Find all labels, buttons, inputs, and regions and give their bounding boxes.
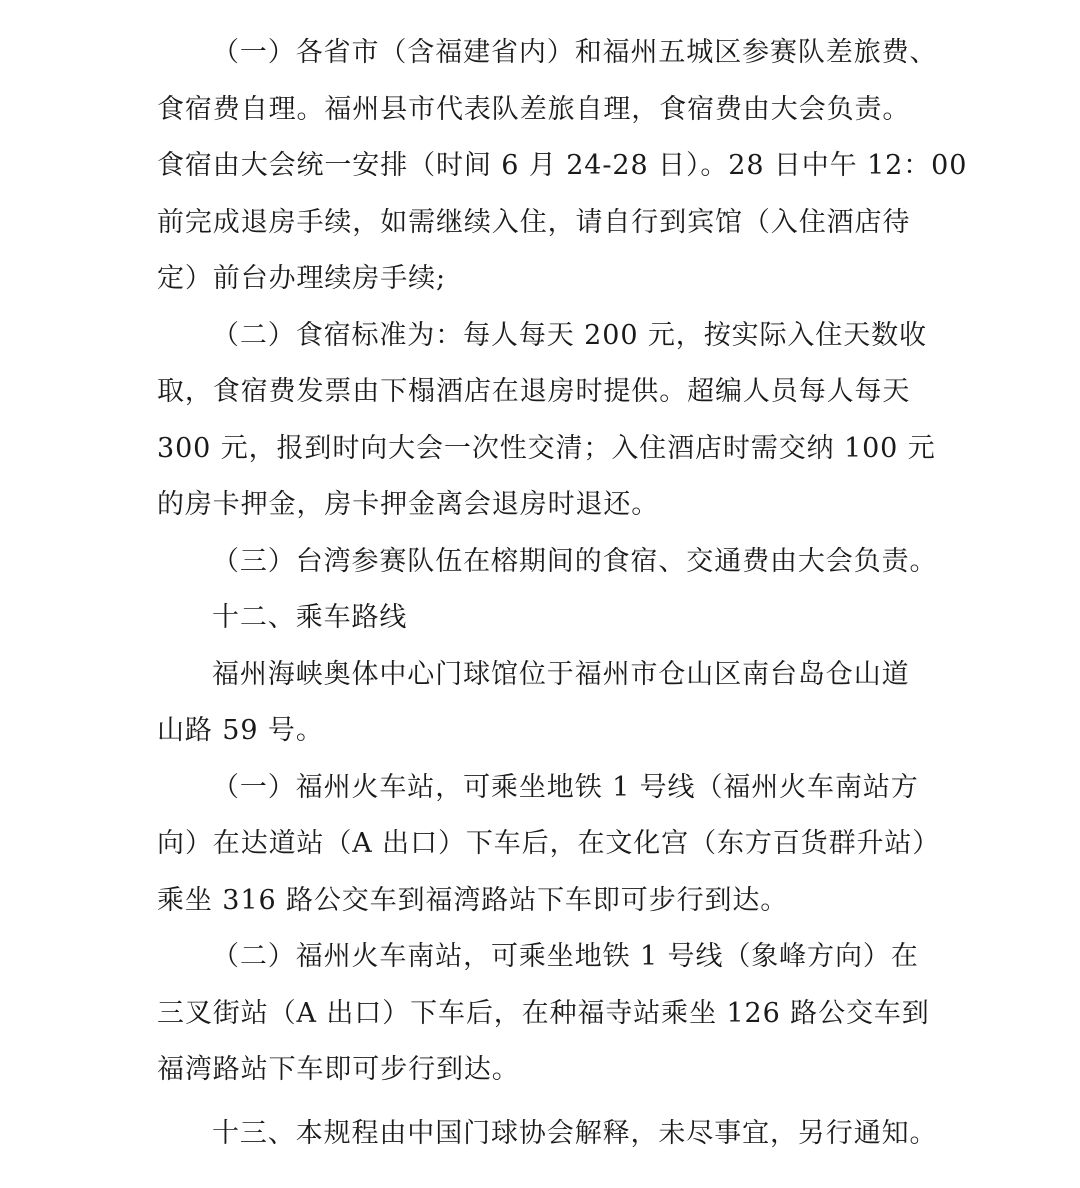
text-line: 的房卡押金，房卡押金离会退房时退还。 <box>157 489 660 520</box>
text-line: （一）福州火车站，可乘坐地铁 1 号线（福州火车南站方 <box>212 772 919 803</box>
text-line: （三）台湾参赛队伍在榕期间的食宿、交通费由大会负责。 <box>212 546 938 577</box>
text-line: 福湾路站下车即可步行到达。 <box>157 1054 520 1085</box>
text-line: （一）各省市（含福建省内）和福州五城区参赛队差旅费、 <box>212 37 938 68</box>
text-line: 乘坐 316 路公交车到福湾路站下车即可步行到达。 <box>157 885 789 916</box>
text-line: 三叉街站（A 出口）下车后，在种福寺站乘坐 126 路公交车到 <box>157 998 930 1029</box>
text-line: 食宿费自理。福州县市代表队差旅自理，食宿费由大会负责。 <box>157 94 911 125</box>
section-heading: 十三、本规程由中国门球协会解释，未尽事宜，另行通知。 <box>212 1118 938 1149</box>
text-line: 向）在达道站（A 出口）下车后，在文化宫（东方百货群升站） <box>157 828 941 859</box>
text-line: （二）福州火车南站，可乘坐地铁 1 号线（象峰方向）在 <box>212 941 919 972</box>
text-line: 食宿由大会统一安排（时间 6 月 24-28 日）。28 日中午 12：00 <box>157 150 968 181</box>
text-line: 前完成退房手续，如需继续入住，请自行到宾馆（入住酒店待 <box>157 207 911 238</box>
text-line: 300 元，报到时向大会一次性交清；入住酒店时需交纳 100 元 <box>157 433 936 464</box>
text-line: （二）食宿标准为：每人每天 200 元，按实际入住天数收 <box>212 320 927 351</box>
text-line: 定）前台办理续房手续; <box>157 263 446 294</box>
text-line: 取，食宿费发票由下榻酒店在退房时提供。超编人员每人每天 <box>157 376 911 407</box>
text-line: 福州海峡奥体中心门球馆位于福州市仓山区南台岛仓山道 <box>212 659 910 690</box>
section-heading: 十二、乘车路线 <box>212 602 408 633</box>
text-line: 山路 59 号。 <box>157 715 324 746</box>
